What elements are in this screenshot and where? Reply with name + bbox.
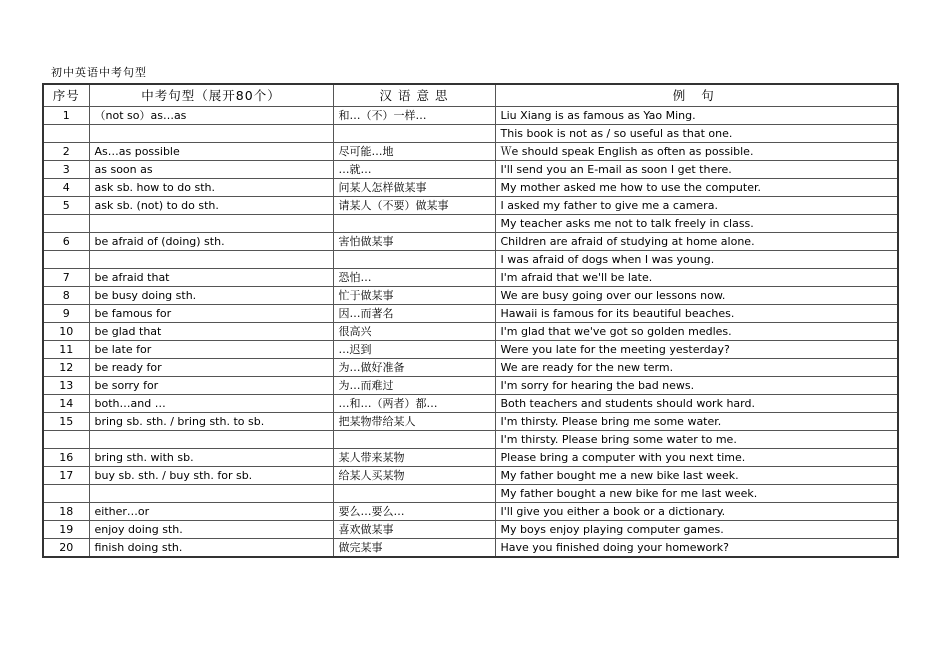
cell-no: 13 (43, 377, 89, 395)
cell-meaning (333, 251, 495, 269)
cell-example: My mother asked me how to use the computer. (495, 179, 898, 197)
cell-pattern (89, 485, 333, 503)
cell-meaning (333, 485, 495, 503)
cell-meaning: 为…而难过 (333, 377, 495, 395)
cell-pattern: ask sb. how to do sth. (89, 179, 333, 197)
cell-no: 14 (43, 395, 89, 413)
cell-pattern: be famous for (89, 305, 333, 323)
cell-no: 6 (43, 233, 89, 251)
cell-pattern: be ready for (89, 359, 333, 377)
table-row (43, 377, 898, 395)
table-row (43, 269, 898, 287)
cell-no (43, 485, 89, 503)
cell-pattern: as soon as (89, 161, 333, 179)
cell-meaning: 恐怕… (333, 269, 495, 287)
cell-example: I'm afraid that we'll be late. (495, 269, 898, 287)
cell-no: 1 (43, 107, 89, 125)
table-row (43, 305, 898, 323)
cell-meaning (333, 125, 495, 143)
cell-meaning: 忙于做某事 (333, 287, 495, 305)
cell-pattern: bring sb. sth. / bring sth. to sb. (89, 413, 333, 431)
table-row (43, 323, 898, 341)
cell-no: 3 (43, 161, 89, 179)
cell-pattern: enjoy doing sth. (89, 521, 333, 539)
cell-meaning: …和…（两者）都… (333, 395, 495, 413)
cell-no (43, 251, 89, 269)
cell-no: 16 (43, 449, 89, 467)
cell-no: 11 (43, 341, 89, 359)
cell-pattern (89, 215, 333, 233)
cell-meaning: 很高兴 (333, 323, 495, 341)
cell-example: We are busy going over our lessons now. (495, 287, 898, 305)
cell-meaning: 请某人（不要）做某事 (333, 197, 495, 215)
cell-pattern: bring sth. with sb. (89, 449, 333, 467)
cell-no: 5 (43, 197, 89, 215)
cell-no: 17 (43, 467, 89, 485)
table-row (43, 107, 898, 125)
cell-meaning: 和…（不）一样… (333, 107, 495, 125)
cell-example: We are ready for the new term. (495, 359, 898, 377)
cell-example: Liu Xiang is as famous as Yao Ming. (495, 107, 898, 125)
cell-meaning: 喜欢做某事 (333, 521, 495, 539)
cell-example: I'm sorry for hearing the bad news. (495, 377, 898, 395)
cell-meaning: 尽可能…地 (333, 143, 495, 161)
cell-example: Have you finished doing your homework? (495, 539, 898, 558)
table-row (43, 503, 898, 521)
cell-meaning: 因…而著名 (333, 305, 495, 323)
cell-no (43, 215, 89, 233)
cell-example: Were you late for the meeting yesterday? (495, 341, 898, 359)
cell-example: Children are afraid of studying at home alone. (495, 233, 898, 251)
header-pattern: 中考句型（展开80个） (89, 84, 333, 107)
cell-meaning (333, 431, 495, 449)
table-row (43, 161, 898, 179)
cell-example: I'll send you an E-mail as soon I get there. (495, 161, 898, 179)
cell-pattern (89, 251, 333, 269)
cell-example: This book is not as / so useful as that one. (495, 125, 898, 143)
cell-meaning: 害怕做某事 (333, 233, 495, 251)
cell-example: I asked my father to give me a camera. (495, 197, 898, 215)
cell-meaning: …就… (333, 161, 495, 179)
cell-meaning: 要么…要么… (333, 503, 495, 521)
cell-example: I'm glad that we've got so golden medles. (495, 323, 898, 341)
cell-example: My teacher asks me not to talk freely in class. (495, 215, 898, 233)
table-row (43, 485, 898, 503)
cell-pattern: ask sb. (not) to do sth. (89, 197, 333, 215)
cell-pattern: As…as possible (89, 143, 333, 161)
cell-pattern: be glad that (89, 323, 333, 341)
table-row (43, 431, 898, 449)
cell-pattern (89, 125, 333, 143)
cell-pattern: （not so）as…as (89, 107, 333, 125)
header-example: 例 句 (495, 84, 898, 107)
table-row (43, 197, 898, 215)
cell-no: 4 (43, 179, 89, 197)
header-no: 序号 (43, 84, 89, 107)
cell-example: I'm thirsty. Please bring some water to me. (495, 431, 898, 449)
cell-example: My father bought me a new bike last week. (495, 467, 898, 485)
table-row (43, 179, 898, 197)
table-row (43, 539, 898, 558)
cell-meaning (333, 215, 495, 233)
cell-no (43, 125, 89, 143)
cell-example: Both teachers and students should work hard. (495, 395, 898, 413)
table-row (43, 143, 898, 161)
cell-no: 7 (43, 269, 89, 287)
cell-pattern: be sorry for (89, 377, 333, 395)
cell-no: 10 (43, 323, 89, 341)
table-row (43, 521, 898, 539)
cell-pattern: buy sb. sth. / buy sth. for sb. (89, 467, 333, 485)
cell-meaning: 问某人怎样做某事 (333, 179, 495, 197)
cell-pattern: finish doing sth. (89, 539, 333, 558)
sentence-pattern-table (42, 83, 899, 558)
cell-meaning: 做完某事 (333, 539, 495, 558)
cell-pattern: be afraid of (doing) sth. (89, 233, 333, 251)
cell-pattern: both…and … (89, 395, 333, 413)
table-row (43, 341, 898, 359)
table-row (43, 251, 898, 269)
cell-example: I was afraid of dogs when I was young. (495, 251, 898, 269)
table-row (43, 395, 898, 413)
table-header-row (43, 84, 898, 107)
cell-meaning: 某人带来某物 (333, 449, 495, 467)
cell-pattern: be afraid that (89, 269, 333, 287)
header-meaning: 汉 语 意 思 (333, 84, 495, 107)
cell-pattern: either…or (89, 503, 333, 521)
table-row (43, 449, 898, 467)
table-row (43, 215, 898, 233)
cell-no: 8 (43, 287, 89, 305)
cell-no: 9 (43, 305, 89, 323)
cell-pattern (89, 431, 333, 449)
cell-meaning: 为…做好准备 (333, 359, 495, 377)
cell-meaning: 给某人买某物 (333, 467, 495, 485)
cell-example: I'm thirsty. Please bring me some water. (495, 413, 898, 431)
cell-example: My father bought a new bike for me last week. (495, 485, 898, 503)
cell-example: Hawaii is famous for its beautiful beaches. (495, 305, 898, 323)
table-row (43, 467, 898, 485)
cell-no (43, 431, 89, 449)
cell-no: 2 (43, 143, 89, 161)
cell-no: 12 (43, 359, 89, 377)
table-row (43, 413, 898, 431)
cell-pattern: be busy doing sth. (89, 287, 333, 305)
table-row (43, 287, 898, 305)
cell-no: 20 (43, 539, 89, 558)
document-title: 初中英语中考句型 (51, 66, 147, 79)
table-row (43, 359, 898, 377)
cell-example: I'll give you either a book or a dictionary. (495, 503, 898, 521)
table-row (43, 125, 898, 143)
cell-example: Please bring a computer with you next time. (495, 449, 898, 467)
cell-meaning: …迟到 (333, 341, 495, 359)
cell-example: My boys enjoy playing computer games. (495, 521, 898, 539)
cell-pattern: be late for (89, 341, 333, 359)
cell-meaning: 把某物带给某人 (333, 413, 495, 431)
cell-no: 19 (43, 521, 89, 539)
cell-no: 15 (43, 413, 89, 431)
cell-example: Ｗe should speak English as often as possible. (495, 143, 898, 161)
cell-no: 18 (43, 503, 89, 521)
table-row (43, 233, 898, 251)
